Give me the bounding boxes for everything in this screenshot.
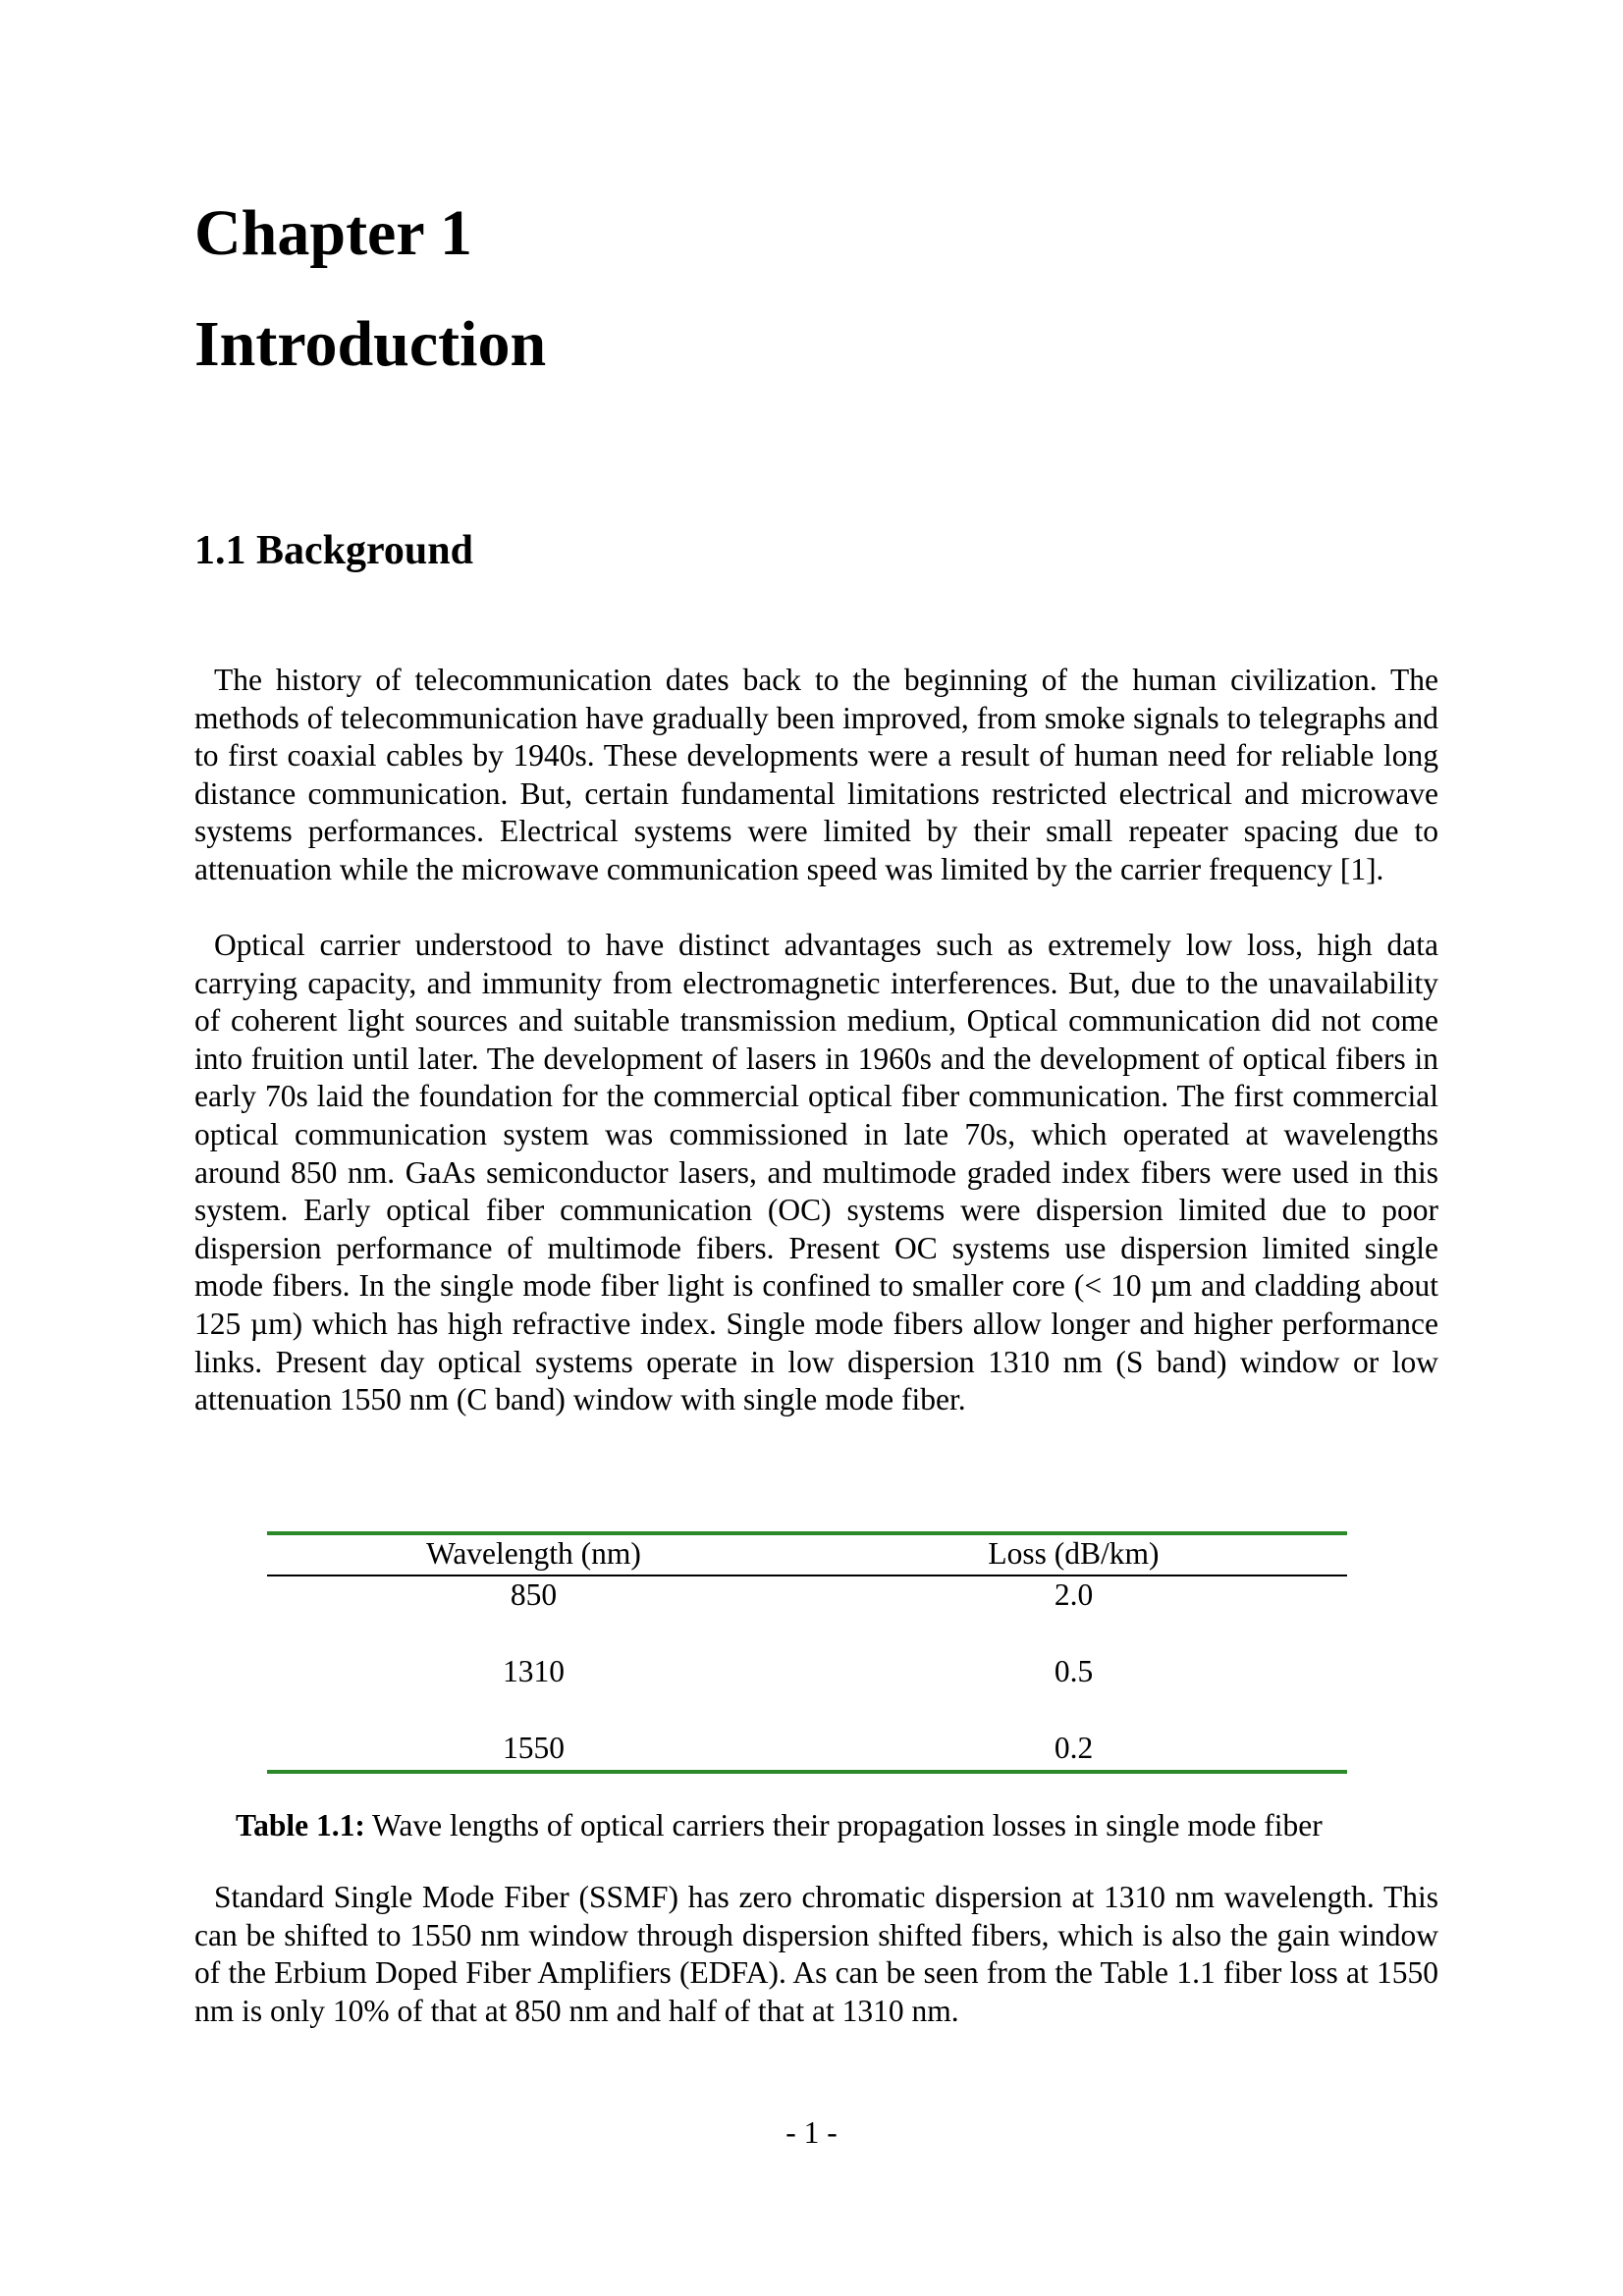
page-number: - 1 - [785,2115,838,2150]
body-paragraph: Standard Single Mode Fiber (SSMF) has zero chromatic dispersion at 1310 nm wavelength. This can be shifted to 1550 nm window through dispersion shifted fibers, which is also the gain window of the Erbium Doped Fiber Amplifiers (EDFA). As can be seen from the Table 1.1 fiber loss at 1550 nm is only 10% of that at 850 nm and half of that at 1310 nm. [194,1880,1438,2028]
table-caption-label: Table 1.1: [236,1808,365,1842]
chapter-title: Introduction [194,308,547,380]
section-heading: 1.1 Background [194,528,473,573]
table-cell-loss: 2.0 [1054,1577,1094,1612]
table-cell-wavelength: 1550 [503,1731,565,1765]
table-row [267,1653,1347,1730]
table-cell-loss: 0.2 [1054,1731,1094,1765]
table-header-loss: Loss (dB/km) [988,1536,1160,1571]
table-row [267,1576,1347,1653]
loss-table [267,1531,1347,1774]
table-caption-text: Wave lengths of optical carriers their propagation losses in single mode fiber [364,1808,1323,1842]
table-cell-loss: 0.5 [1054,1654,1094,1688]
table-header-row [267,1535,1347,1575]
table-bottom-rule [267,1770,1347,1774]
body-paragraph: The history of telecommunication dates back to the beginning of the human civilization. The methods of telecommunication have gradually been improved, from smoke signals to telegraphs and to first coaxial cables by 1940s. These developments were a result of human need for reliable long distance communication. But, certain fundamental limitations restricted electrical and microwave systems performances. Electrical systems were limited by their small repeater spacing due to attenuation while the microwave communication speed was limited by the carrier frequency [1]. [194,663,1438,886]
body-paragraph: Optical carrier understood to have distinct advantages such as extremely low loss, high data carrying capacity, and immunity from electromagnetic interferences. But, due to the unavailability of coherent light sources and suitable transmission medium, Optical communication did not come into fruition until later. The development of lasers in 1960s and the development of optical fibers in early 70s laid the foundation for the commercial optical fiber communication. The first commercial optical communication system was commissioned in late 70s, which operated at wavelengths around 850 nm. GaAs semiconductor lasers, and multimode graded index fibers were used in this system. Early optical fiber communication (OC) systems were dispersion limited due to poor dispersion performance of multimode fibers. Present OC systems use dispersion limited single mode fibers. In the single mode fiber light is confined to smaller core (< 10 µm and cladding about 125 µm) which has high refractive index. Single mode fibers allow longer and higher performance links. Present day optical systems operate in low dispersion 1310 nm (S band) window or low attenuation 1550 nm (C band) window with single mode fiber. [194,928,1438,1417]
table-caption [236,1808,1323,1843]
table-row [267,1730,1347,1770]
chapter-number: Chapter 1 [194,197,472,269]
table-header-wavelength: Wavelength (nm) [426,1536,641,1571]
table-cell-wavelength: 850 [510,1577,558,1612]
table-cell-wavelength: 1310 [503,1654,565,1688]
